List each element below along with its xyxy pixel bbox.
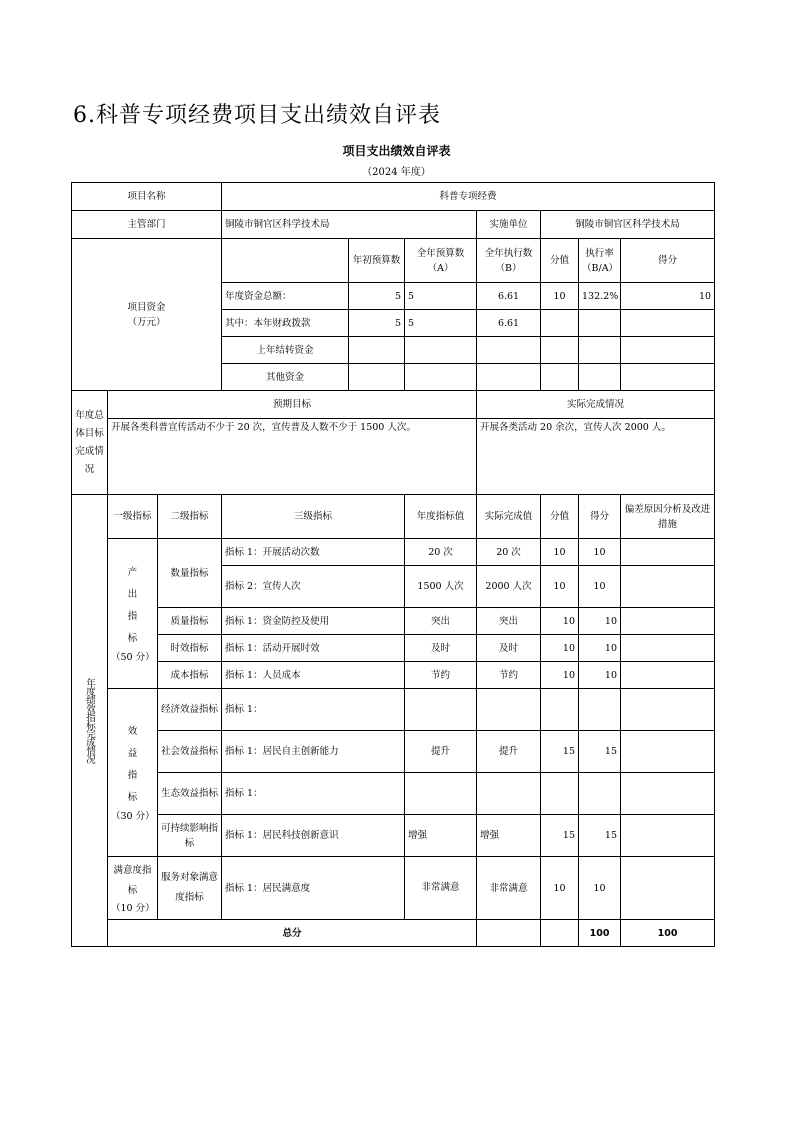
indicator-row bbox=[72, 608, 715, 635]
header-level3: 三级指标 bbox=[222, 495, 405, 539]
header-target: 年度指标值 bbox=[405, 495, 477, 539]
indicator-target: 1500 人次 bbox=[405, 566, 477, 608]
indicators-label-cell bbox=[72, 495, 108, 947]
header-score: 得分 bbox=[579, 495, 621, 539]
department-value: 铜陵市铜官区科学技术局 bbox=[222, 211, 477, 239]
indicator-deviation bbox=[621, 857, 715, 920]
indicator-score: 10 bbox=[579, 608, 621, 635]
indicator-target: 增强 bbox=[405, 815, 477, 857]
goals-label-cell bbox=[72, 391, 108, 495]
satisfaction-indicator-score: （10 分） bbox=[111, 902, 155, 914]
economic-indicator-label: 经济效益指标 bbox=[158, 689, 222, 731]
indicator-name: 指标 2：宣传人次 bbox=[222, 566, 405, 608]
indicator-score-max bbox=[541, 773, 579, 815]
social-indicator-label: 社会效益指标 bbox=[158, 731, 222, 773]
indicator-deviation bbox=[621, 566, 715, 608]
expected-goal-text: 开展各类科普宣传活动不少于 20 次，宣传普及人数不少于 1500 人次。 bbox=[108, 419, 477, 495]
benefit-indicator-score: （30 分） bbox=[111, 811, 155, 822]
page-heading: 6.科普专项经费项目支出绩效自评表 bbox=[73, 103, 441, 128]
indicator-deviation bbox=[621, 608, 715, 635]
indicator-target bbox=[405, 689, 477, 731]
indicator-target: 及时 bbox=[405, 635, 477, 662]
indicator-score bbox=[579, 689, 621, 731]
indicator-name: 指标 1：居民自主创新能力 bbox=[222, 731, 405, 773]
funds-row-rate bbox=[579, 337, 621, 364]
header-level2: 二级指标 bbox=[158, 495, 222, 539]
indicator-score-max bbox=[541, 689, 579, 731]
funds-row-executed bbox=[477, 364, 541, 391]
indicator-actual: 提升 bbox=[477, 731, 541, 773]
indicator-target: 节约 bbox=[405, 662, 477, 689]
indicator-score-max: 10 bbox=[541, 635, 579, 662]
indicator-actual: 2000 人次 bbox=[477, 566, 541, 608]
indicator-name: 指标 1： bbox=[222, 773, 405, 815]
funds-row-name: 其他资金 bbox=[222, 364, 349, 391]
funds-label-cell bbox=[72, 239, 222, 391]
indicator-row bbox=[72, 731, 715, 773]
funds-row-rate bbox=[579, 310, 621, 337]
output-indicator-score: （50 分） bbox=[111, 652, 155, 663]
indicator-score-max: 15 bbox=[541, 731, 579, 773]
funds-row-budget: 5 bbox=[405, 310, 477, 337]
indicators-label: 年度绩效指标完成情况 bbox=[84, 678, 95, 763]
indicator-score-max: 10 bbox=[541, 566, 579, 608]
satisfaction-indicator-label: 满意度指标 bbox=[113, 864, 152, 896]
total-blank bbox=[477, 920, 541, 947]
indicator-target: 提升 bbox=[405, 731, 477, 773]
indicator-actual bbox=[477, 773, 541, 815]
actual-result-header: 实际完成情况 bbox=[477, 391, 715, 419]
performance-table bbox=[71, 182, 715, 947]
indicator-row bbox=[72, 689, 715, 731]
funds-row-rate bbox=[579, 364, 621, 391]
indicator-score: 10 bbox=[579, 662, 621, 689]
indicator-score-max: 15 bbox=[541, 815, 579, 857]
quantity-indicator-label: 数量指标 bbox=[158, 539, 222, 608]
project-name-label: 项目名称 bbox=[72, 183, 222, 211]
funds-label: 项目资金 bbox=[127, 301, 166, 313]
department-row bbox=[72, 211, 715, 239]
goals-header-row bbox=[72, 391, 715, 419]
project-name-row bbox=[72, 183, 715, 211]
header-level1: 一级指标 bbox=[108, 495, 158, 539]
indicator-deviation bbox=[621, 662, 715, 689]
total-blank bbox=[541, 920, 579, 947]
indicator-name: 指标 1： bbox=[222, 689, 405, 731]
indicator-actual: 非常满意 bbox=[477, 857, 541, 920]
output-indicator-cell bbox=[108, 539, 158, 689]
indicator-target: 非常满意 bbox=[405, 857, 477, 920]
indicators-header-row bbox=[72, 495, 715, 539]
indicator-deviation bbox=[621, 815, 715, 857]
funds-row-initial bbox=[349, 337, 405, 364]
indicator-deviation bbox=[621, 731, 715, 773]
indicator-deviation bbox=[621, 635, 715, 662]
funds-row-initial: 5 bbox=[349, 310, 405, 337]
indicator-name: 指标 1：居民满意度 bbox=[222, 857, 405, 920]
funds-row-executed bbox=[477, 337, 541, 364]
indicator-score: 15 bbox=[579, 731, 621, 773]
funds-header-row bbox=[72, 239, 715, 283]
indicator-score: 15 bbox=[579, 815, 621, 857]
funds-row-name: 上年结转资金 bbox=[222, 337, 349, 364]
funds-row-initial: 5 bbox=[349, 283, 405, 310]
total-score-max: 100 bbox=[579, 920, 621, 947]
indicator-row bbox=[72, 857, 715, 920]
total-score: 100 bbox=[621, 920, 715, 947]
indicator-name: 指标 1：居民科技创新意识 bbox=[222, 815, 405, 857]
funds-row-score bbox=[621, 337, 715, 364]
actual-result-text: 开展各类活动 20 余次，宣传人次 2000 人。 bbox=[477, 419, 715, 495]
indicator-target bbox=[405, 773, 477, 815]
indicator-actual: 突出 bbox=[477, 608, 541, 635]
funds-header-score-max: 分值 bbox=[541, 239, 579, 283]
indicator-name: 指标 1：活动开展时效 bbox=[222, 635, 405, 662]
indicator-deviation bbox=[621, 539, 715, 566]
header-actual: 实际完成值 bbox=[477, 495, 541, 539]
implementing-unit-value: 铜陵市铜官区科学技术局 bbox=[541, 211, 715, 239]
indicator-target: 突出 bbox=[405, 608, 477, 635]
department-label: 主管部门 bbox=[72, 211, 222, 239]
funds-header-executed: 全年执行数（B） bbox=[477, 239, 541, 283]
funds-row-score bbox=[621, 310, 715, 337]
indicator-actual: 节约 bbox=[477, 662, 541, 689]
indicator-score-max: 10 bbox=[541, 539, 579, 566]
sustain-indicator-label: 可持续影响指标 bbox=[158, 815, 222, 857]
indicator-actual bbox=[477, 689, 541, 731]
indicator-deviation bbox=[621, 773, 715, 815]
satisfaction-indicator-cell bbox=[108, 857, 158, 920]
service-satisfaction-label: 服务对象满意度指标 bbox=[158, 857, 222, 920]
funds-row-executed: 6.61 bbox=[477, 283, 541, 310]
indicator-score bbox=[579, 773, 621, 815]
time-indicator-label: 时效指标 bbox=[158, 635, 222, 662]
indicator-score-max: 10 bbox=[541, 608, 579, 635]
funds-header-budget: 全年预算数（A） bbox=[405, 239, 477, 283]
table-year: （2024 年度） bbox=[362, 167, 431, 178]
goals-content-row bbox=[72, 419, 715, 495]
funds-row-rate: 132.2% bbox=[579, 283, 621, 310]
indicator-score: 10 bbox=[579, 635, 621, 662]
benefit-indicator-cell bbox=[108, 689, 158, 857]
indicator-row bbox=[72, 662, 715, 689]
indicator-name: 指标 1：资金防控及使用 bbox=[222, 608, 405, 635]
indicator-target: 20 次 bbox=[405, 539, 477, 566]
indicator-actual: 增强 bbox=[477, 815, 541, 857]
indicator-row bbox=[72, 539, 715, 566]
indicator-score: 10 bbox=[579, 539, 621, 566]
total-row bbox=[72, 920, 715, 947]
funds-row-score bbox=[621, 364, 715, 391]
indicator-actual: 及时 bbox=[477, 635, 541, 662]
implementing-unit-label: 实施单位 bbox=[477, 211, 541, 239]
funds-header-initial: 年初预算数 bbox=[349, 239, 405, 283]
funds-row-initial bbox=[349, 364, 405, 391]
indicator-score-max: 10 bbox=[541, 857, 579, 920]
funds-row-budget bbox=[405, 337, 477, 364]
indicator-actual: 20 次 bbox=[477, 539, 541, 566]
funds-row-score-max bbox=[541, 364, 579, 391]
total-label: 总分 bbox=[108, 920, 477, 947]
funds-header-rate: 执行率（B/A） bbox=[579, 239, 621, 283]
funds-unit: （万元） bbox=[127, 316, 166, 328]
indicator-score: 10 bbox=[579, 857, 621, 920]
funds-row-budget: 5 bbox=[405, 283, 477, 310]
indicator-score: 10 bbox=[579, 566, 621, 608]
indicator-row bbox=[72, 635, 715, 662]
funds-row-budget bbox=[405, 364, 477, 391]
quality-indicator-label: 质量指标 bbox=[158, 608, 222, 635]
funds-row-executed: 6.61 bbox=[477, 310, 541, 337]
indicator-name: 指标 1：开展活动次数 bbox=[222, 539, 405, 566]
indicator-score-max: 10 bbox=[541, 662, 579, 689]
indicator-row bbox=[72, 773, 715, 815]
goals-label: 年度总体目标完成情况 bbox=[75, 409, 104, 475]
funds-header-score: 得分 bbox=[621, 239, 715, 283]
indicator-row bbox=[72, 815, 715, 857]
indicator-deviation bbox=[621, 689, 715, 731]
funds-row-score-max bbox=[541, 310, 579, 337]
indicator-name: 指标 1：人员成本 bbox=[222, 662, 405, 689]
header-score-max: 分值 bbox=[541, 495, 579, 539]
header-deviation: 偏差原因分析及改进措施 bbox=[621, 495, 715, 539]
eco-indicator-label: 生态效益指标 bbox=[158, 773, 222, 815]
project-name-value: 科普专项经费 bbox=[222, 183, 715, 211]
funds-row-score-max: 10 bbox=[541, 283, 579, 310]
table-title: 项目支出绩效自评表 bbox=[342, 144, 451, 158]
funds-row-name: 其中：本年财政拨款 bbox=[222, 310, 349, 337]
benefit-indicator-label: 效益指标 bbox=[127, 726, 138, 803]
funds-header-blank bbox=[222, 239, 349, 283]
cost-indicator-label: 成本指标 bbox=[158, 662, 222, 689]
expected-goal-header: 预期目标 bbox=[108, 391, 477, 419]
funds-row-score: 10 bbox=[621, 283, 715, 310]
funds-row-name: 年度资金总额： bbox=[222, 283, 349, 310]
funds-row-score-max bbox=[541, 337, 579, 364]
output-indicator-label: 产出指标 bbox=[127, 567, 138, 644]
